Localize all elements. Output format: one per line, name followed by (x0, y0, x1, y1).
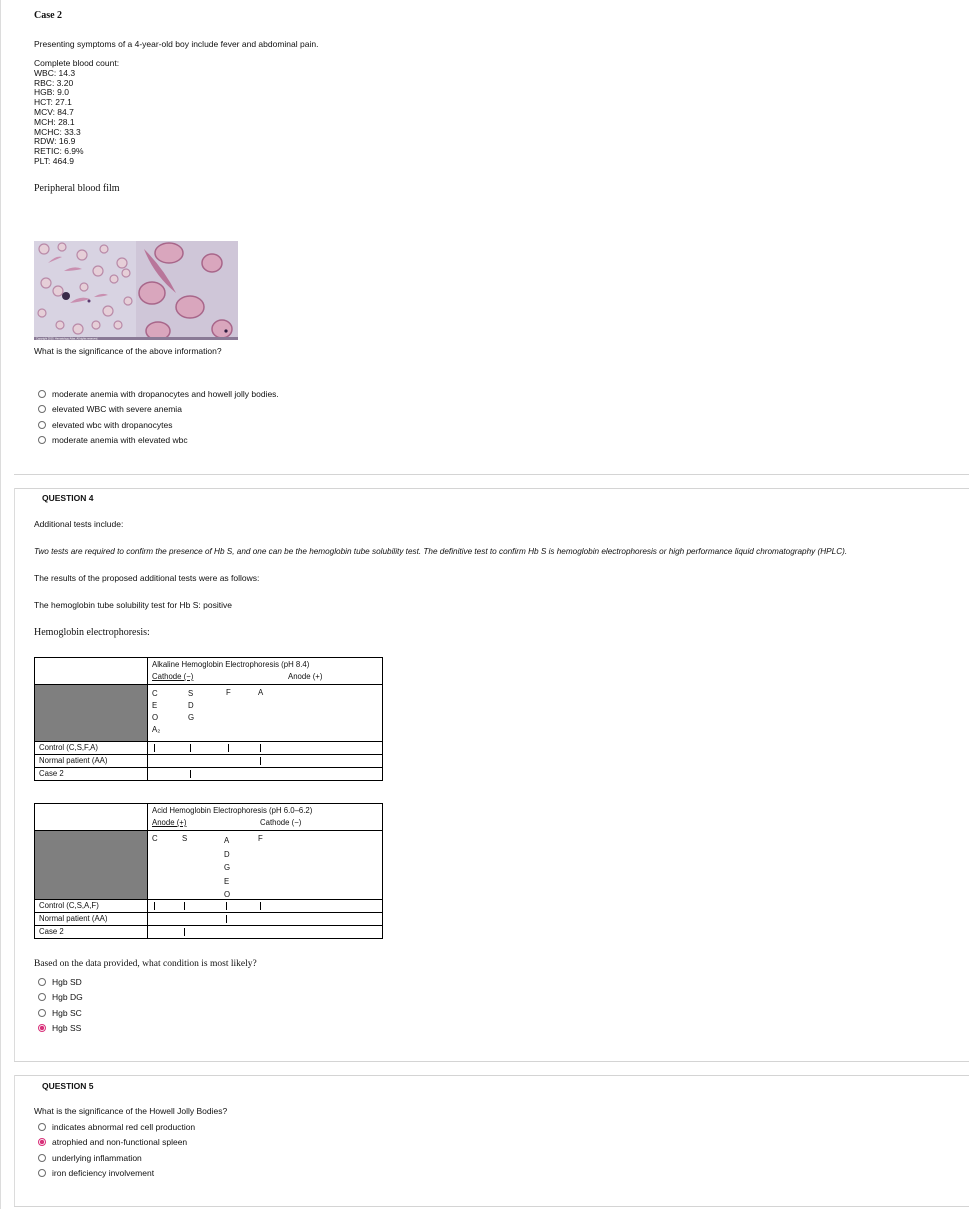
question-4-heading: QUESTION 4 (42, 493, 94, 503)
blank-header (35, 658, 148, 685)
q3-prompt: What is the significance of the above information? (34, 346, 222, 356)
section-divider (14, 474, 969, 475)
section-divider (14, 1075, 969, 1076)
question-box-border (14, 488, 15, 1061)
q5-options (38, 1119, 195, 1181)
q3-options (38, 386, 279, 448)
electrophoresis-title: Hemoglobin electrophoresis: (34, 627, 150, 638)
option-label: Hgb SC (52, 1007, 82, 1018)
option-label: Hgb SS (52, 1023, 82, 1034)
col-a: A (258, 688, 264, 697)
q4-option[interactable] (38, 990, 83, 1006)
row-label: Case 2 (35, 926, 148, 939)
q5-option[interactable] (38, 1166, 195, 1182)
col-s: S (182, 834, 188, 843)
q4-options (38, 974, 83, 1036)
alkaline-title: Alkaline Hemoglobin Electrophoresis (pH 8.4) (152, 660, 310, 669)
q4-solubility-result: The hemoglobin tube solubility test for Hb S: positive (34, 600, 232, 610)
acid-band-positions (148, 831, 383, 900)
alkaline-electrophoresis-table (34, 657, 383, 781)
radio-button[interactable] (38, 1009, 46, 1017)
option-label: moderate anemia with elevated wbc (52, 435, 188, 446)
cbc-line: RBC: 3.20 (34, 77, 74, 88)
option-label: elevated WBC with severe anemia (52, 404, 182, 415)
grey-block (35, 685, 148, 742)
radio-button[interactable] (38, 405, 46, 413)
cbc-line: WBC: 14.3 (34, 67, 76, 78)
col-sdg: S D G (188, 689, 195, 722)
radio-button[interactable] (38, 993, 46, 1001)
radio-button[interactable] (38, 1154, 46, 1162)
section-divider (14, 488, 969, 489)
section-divider (14, 1061, 969, 1062)
option-label: iron deficiency involvement (52, 1168, 155, 1179)
cbc-block (34, 59, 119, 167)
page-left-border (0, 0, 1, 1209)
cathode-label: Cathode (−) (152, 672, 194, 681)
presenting-symptoms: Presenting symptoms of a 4-year-old boy include fever and abdominal pain. (34, 39, 319, 49)
radio-button[interactable] (38, 436, 46, 444)
grey-block (35, 831, 148, 900)
q4-prompt: Based on the data provided, what condition is most likely? (34, 959, 257, 969)
radio-button[interactable] (38, 421, 46, 429)
cbc-line: RETIC: 6.9% (34, 146, 84, 157)
radio-button[interactable] (38, 1123, 46, 1131)
case-lane (148, 768, 383, 781)
row-label: Control (C,S,A,F) (35, 900, 148, 913)
cathode-label: Cathode (−) (260, 818, 302, 827)
row-label: Control (C,S,F,A) (35, 742, 148, 755)
cbc-line: MCH: 28.1 (34, 116, 75, 127)
control-lane (148, 900, 383, 913)
col-f: F (226, 688, 231, 697)
radio-button[interactable] (38, 978, 46, 986)
alkaline-band-positions (148, 685, 383, 742)
q4-italic-note: Two tests are required to confirm the presence of Hb S, and one can be the hemoglobin tube solubility test. The definitive test to confirm Hb S is hemoglobin electrophoresis or high performance liquid chromatography (HPLC). (34, 547, 848, 556)
q4-results-intro: The results of the proposed additional tests were as follows: (34, 573, 260, 583)
option-label: Hgb SD (52, 976, 82, 987)
case-title: Case 2 (34, 10, 63, 21)
q5-option[interactable] (38, 1150, 195, 1166)
cbc-line: RDW: 16.9 (34, 136, 76, 147)
radio-button-selected[interactable] (38, 1024, 46, 1032)
q5-prompt: What is the significance of the Howell Jolly Bodies? (34, 1106, 228, 1116)
q5-option[interactable] (38, 1135, 195, 1151)
cbc-line: MCV: 84.7 (34, 106, 74, 117)
alkaline-header (148, 658, 383, 685)
row-label: Normal patient (AA) (35, 913, 148, 926)
option-label: elevated wbc with dropanocytes (52, 419, 173, 430)
film-title: Peripheral blood film (34, 183, 120, 194)
q3-option[interactable] (38, 402, 279, 418)
q4-option[interactable] (38, 974, 83, 990)
acid-electrophoresis-table (34, 803, 383, 939)
option-label: indicates abnormal red cell production (52, 1121, 196, 1132)
normal-lane (148, 913, 383, 926)
q3-option[interactable] (38, 433, 279, 449)
col-adgeo: A D G E O (224, 836, 231, 899)
cbc-line: MCHC: 33.3 (34, 126, 81, 137)
option-label: underlying inflammation (52, 1152, 142, 1163)
normal-lane (148, 755, 383, 768)
q5-option[interactable] (38, 1119, 195, 1135)
section-divider (14, 1206, 969, 1207)
question-5-heading: QUESTION 5 (42, 1081, 94, 1091)
q3-option[interactable] (38, 417, 279, 433)
cbc-line: HCT: 27.1 (34, 97, 72, 108)
radio-button-selected[interactable] (38, 1138, 46, 1146)
case-lane (148, 926, 383, 939)
anode-label: Anode (+) (288, 672, 323, 681)
anode-label: Anode (+) (152, 818, 187, 827)
col-c: C (152, 834, 158, 843)
film-copyright: Copyright 2015. Hematology Atlas. All rights reserved. (36, 337, 98, 340)
blood-film-image (34, 241, 238, 340)
blank-header (35, 804, 148, 831)
radio-button[interactable] (38, 390, 46, 398)
control-lane (148, 742, 383, 755)
row-label: Normal patient (AA) (35, 755, 148, 768)
acid-title: Acid Hemoglobin Electrophoresis (pH 6.0–6.2) (152, 806, 313, 815)
question-box-border (14, 1075, 15, 1206)
q4-intro: Additional tests include: (34, 519, 124, 529)
row-label: Case 2 (35, 768, 148, 781)
q4-option[interactable] (38, 1005, 83, 1021)
col-ceoa2: C E O A₂ (152, 689, 161, 734)
q3-option[interactable] (38, 386, 279, 402)
radio-button[interactable] (38, 1169, 46, 1177)
col-f: F (258, 834, 263, 843)
cbc-title: Complete blood count: (34, 58, 120, 68)
q4-option[interactable] (38, 1021, 83, 1037)
option-label: Hgb DG (52, 992, 83, 1003)
option-label: moderate anemia with dropanocytes and howell jolly bodies. (52, 388, 279, 399)
cbc-line: HGB: 9.0 (34, 87, 69, 98)
option-label: atrophied and non-functional spleen (52, 1137, 188, 1148)
cbc-line: PLT: 464.9 (34, 155, 75, 166)
acid-header (148, 804, 383, 831)
